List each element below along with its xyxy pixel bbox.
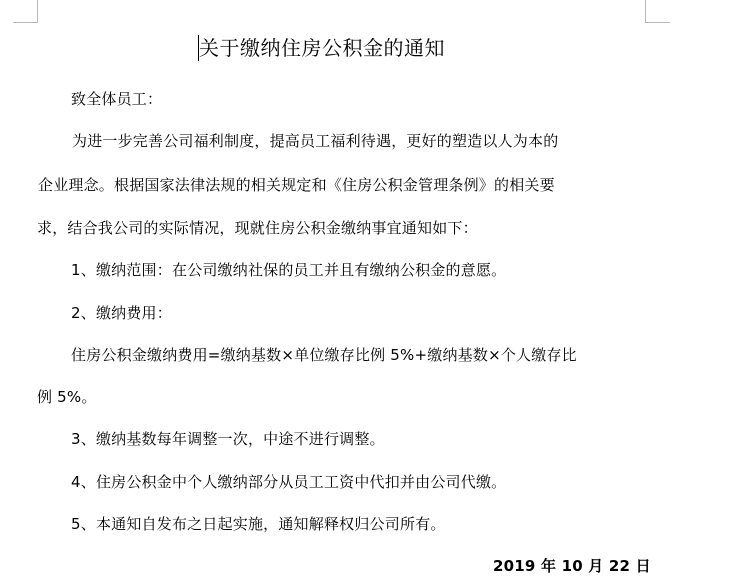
salutation[interactable]: 致全体员工： [71, 90, 163, 108]
document-date[interactable]: 2019 年 10 月 22 日 [493, 557, 651, 575]
item-2-fee-heading[interactable]: 2、缴纳费用： [71, 304, 172, 322]
item-3-base-adjustment[interactable]: 3、缴纳基数每年调整一次，中途不进行调整。 [71, 430, 385, 448]
fee-formula-line-2[interactable]: 例 5%。 [37, 388, 97, 406]
item-4-personal-portion[interactable]: 4、住房公积金中个人缴纳部分从员工工资中代扣并由公司代缴。 [71, 473, 507, 491]
intro-line-3[interactable]: 求，结合我公司的实际情况，现就住房公积金缴纳事宜通知如下： [37, 219, 478, 237]
intro-line-1[interactable]: 为进一步完善公司福利制度，提高员工福利待遇，更好的塑造以人为本的 [72, 132, 559, 150]
item-1-scope[interactable]: 1、缴纳范围：在公司缴纳社保的员工并且有缴纳公积金的意愿。 [71, 261, 507, 279]
document-title[interactable]: 关于缴纳住房公积金的通知 [199, 36, 445, 60]
item-5-effective[interactable]: 5、本通知自发布之日起实施，通知解释权归公司所有。 [71, 515, 446, 533]
fee-formula-line-1[interactable]: 住房公积金缴纳费用=缴纳基数×单位缴存比例 5%+缴纳基数×个人缴存比 [71, 346, 577, 364]
page-corner-mark-top-left [13, 0, 38, 23]
page-corner-mark-top-right [645, 0, 670, 23]
intro-line-2[interactable]: 企业理念。根据国家法律法规的相关规定和《住房公积金管理条例》的相关要 [38, 176, 555, 194]
